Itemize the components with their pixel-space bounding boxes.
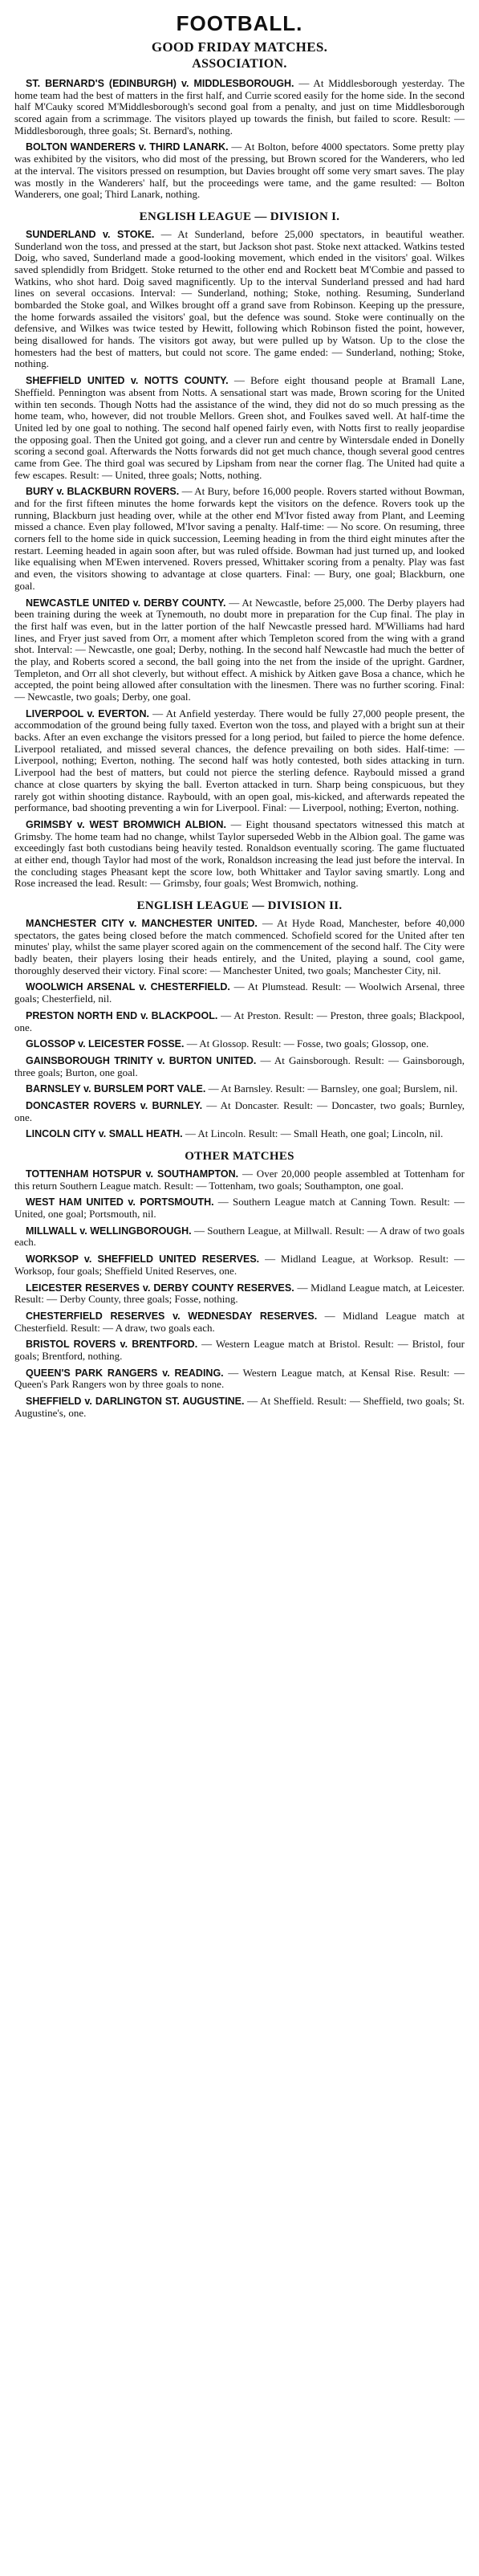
match-report xyxy=(14,1010,465,1033)
match-teams: PRESTON NORTH END v. BLACKPOOL. xyxy=(26,1009,218,1021)
match-body: — Western League match, at Kensal Rise. Result: — Queen's Park Rangers won by three goals to none. xyxy=(14,1366,465,1391)
match-report xyxy=(14,1367,465,1391)
match-teams: BARNSLEY v. BURSLEM PORT VALE. xyxy=(26,1083,206,1095)
section-heading: ENGLISH LEAGUE — DIVISION I. xyxy=(139,210,340,223)
match-body: — At Middlesborough yesterday. The home team had the best of matters in the first half, and Currie scored easily for the home side. In the second half M'Cauky scored M'Middlesborough's second goal from a penalty, and just on time Middlesborough scored again from a scrimmage. The visitors played up towards the finish, but failed to score. Result: — Middlesborough, three goals; St. Bernard's, nothing. xyxy=(14,77,465,137)
section-heading: ENGLISH LEAGUE — DIVISION II. xyxy=(136,899,343,912)
match-teams: QUEEN'S PARK RANGERS v. READING. xyxy=(26,1367,224,1379)
match-teams: CHESTERFIELD RESERVES v. WEDNESDAY RESERVES. xyxy=(26,1310,318,1322)
match-teams: LINCOLN CITY v. SMALL HEATH. xyxy=(26,1128,183,1140)
match-body: — Midland League match at Chesterfield. Result: — A draw, two goals each. xyxy=(14,1309,465,1334)
match-body: — Midland League match, at Leicester. Result: — Derby County, three goals; Fosse, nothing. xyxy=(14,1281,465,1306)
match-teams: BURY v. BLACKBURN ROVERS. xyxy=(26,486,180,498)
match-report xyxy=(14,1339,465,1362)
match-report xyxy=(14,981,465,1005)
match-report xyxy=(14,708,465,814)
match-body: — Over 20,000 people assembled at Tottenham for this return Southern League match. Result: — Tottenham, two goals; Southampton, one goal. xyxy=(14,1168,465,1192)
match-report xyxy=(14,1100,465,1123)
match-teams: LIVERPOOL v. EVERTON. xyxy=(26,707,149,719)
match-body: — Southern League match at Canning Town. Result: — United, one goal; Portsmouth, nil. xyxy=(14,1196,465,1221)
category-heading: ASSOCIATION. xyxy=(192,57,287,71)
match-report xyxy=(14,1282,465,1306)
match-body: — At Sheffield. Result: — Sheffield, two goals; St. Augustine's, one. xyxy=(14,1395,465,1419)
match-body: — At Anfield yesterday. There would be fully 27,000 people present, the accommodation of the ground being fully taxed. Everton won the toss, and played with a bright sun at their backs. After an even exchange the visitors pressed for a long period, but failed to pierce the home defence. Liverpool retaliated, and missed several chances, the defence prevailing on both sides. Half-time: — Liverpool, nothing; Everton, nothing. The second half was hotly contested, both sides attacking in turn. Liverpool had the best of matters, but could not pierce the sterling defence. Raybould missed a grand chance at close quarters by skying the ball. Everton attacked in turn. Sharp being conspicuous, but they rarely got within shooting distance. Raybould, with an open goal, mis-kicked, and afterwards repeated the performance, bad shooting preventing a win for Liverpool. Final: — Liverpool, nothing; Everton, nothing. xyxy=(14,707,465,814)
match-body: — At Gainsborough. Result: — Gainsborough, three goals; Burton, one goal. xyxy=(14,1054,465,1078)
match-body: — At Plumstead. Result: — Woolwich Arsenal, three goals; Chesterfield, nil. xyxy=(14,980,465,1005)
match-body: — At Barnsley. Result: — Barnsley, one goal; Burslem, nil. xyxy=(205,1082,458,1095)
match-teams: BRISTOL ROVERS v. BRENTFORD. xyxy=(26,1339,198,1351)
match-body: — Western League match at Bristol. Result: — Bristol, four goals; Brentford, nothing. xyxy=(14,1338,465,1362)
match-teams: GRIMSBY v. WEST BROMWICH ALBION. xyxy=(26,818,226,830)
match-report xyxy=(14,375,465,481)
match-body: — At Newcastle, before 25,000. The Derby players had been training during the week at Tynemouth, no doubt more in preparation for the Cup final. The play in the first half was even, but in the latter portion of the half Newcastle pressed hard. M'Williams had hard lines, and Fryer just saved from Orr, a moment after which Templeton scored from the wing with a grand shot. Interval: — Newcastle, one goal; Derby, nothing. In the second half Newcastle had much the better of the play, and Roberts scored a second, the ball going into the net from the inside of the upright. Gardner, Templeton, and Orr all shot cleverly, but without effect. A mishick by Aitken gave Bosa a chance, which he accepted, the point being allowed after consultation with the linesmen. There was no further scoring. Final: — Newcastle, two goals; Derby, one goal. xyxy=(14,596,465,703)
match-body: — At Bury, before 16,000 people. Rovers started without Bowman, and for the first fifteen minutes the home forwards kept the visitors on the defence. Rovers took up the running, Blackburn just heading over, while at the other end M'Ivor fisted away from Plant, and Leeming missed a chance. Even play followed, M'Ivor saving a penalty. Half-time: — No score. On resuming, three corners fell to the home side in quick succession, Leeming heading in from the third eight minutes after the restart. Leeming headed in again soon after, but was ruled offside. Bowman had just turned up, and looked like equalising when M'Ewen intervened. Rovers pressed, Whittaker scoring from a penalty. Play was fast and even, the visitors showing to advantage at close quarters. Final: — Bury, one goal; Blackburn, one goal. xyxy=(14,485,465,592)
match-teams: MILLWALL v. WELLINGBOROUGH. xyxy=(26,1225,192,1237)
match-report xyxy=(14,486,465,592)
match-report xyxy=(14,819,465,890)
match-body: — At Glossop. Result: — Fosse, two goals; Glossop, one. xyxy=(184,1037,429,1050)
match-body: — At Doncaster. Result: — Doncaster, two goals; Burnley, one. xyxy=(14,1098,465,1123)
match-teams: MANCHESTER CITY v. MANCHESTER UNITED. xyxy=(26,918,258,929)
match-report xyxy=(14,229,465,370)
match-teams: SHEFFIELD v. DARLINGTON ST. AUGUSTINE. xyxy=(26,1396,245,1407)
match-teams: WORKSOP v. SHEFFIELD UNITED RESERVES. xyxy=(26,1253,260,1266)
match-teams: ST. BERNARD'S (EDINBURGH) v. MIDDLESBOROUGH. xyxy=(26,78,294,89)
match-teams: SHEFFIELD UNITED v. NOTTS COUNTY. xyxy=(26,375,229,387)
page-subtitle: GOOD FRIDAY MATCHES. xyxy=(151,39,328,55)
match-teams: GLOSSOP v. LEICESTER FOSSE. xyxy=(26,1038,185,1050)
match-body: — At Lincoln. Result: — Small Heath, one goal; Lincoln, nil. xyxy=(182,1127,444,1140)
match-report xyxy=(14,1396,465,1419)
match-report xyxy=(14,1253,465,1277)
match-teams: SUNDERLAND v. STOKE. xyxy=(26,228,155,240)
match-body: — At Bolton, before 4000 spectators. Some pretty play was exhibited by the visitors, who did most of the pressing, but Brown scored for the Wanderers, who led at the interval. The visitors pressed on resumption, but Davies brought off some very smart saves. The play was mostly in the Wanderers' half, but the proceedings were tame, and the game resulted: — Bolton Wanderers, one goal; Third Lanark, nothing. xyxy=(14,141,465,201)
match-teams: WOOLWICH ARSENAL v. CHESTERFIELD. xyxy=(26,981,230,993)
match-report xyxy=(14,1083,465,1095)
page-title: FOOTBALL. xyxy=(176,11,303,35)
section-heading: OTHER MATCHES xyxy=(185,1150,294,1163)
match-report xyxy=(14,1038,465,1050)
match-body: — At Preston. Result: — Preston, three goals; Blackpool, one. xyxy=(14,1009,465,1033)
match-body: — At Sunderland, before 25,000 spectators, in beautiful weather. Sunderland won the toss, and pressed at the start, but Jackson shot past. Stoke next attacked. Watkins tested Doig, who saved, Sunderland made a good-looking movement, which ended in the visitors' goal. Wilkes saved splendidly from Bridgett. Stoke returned to the other end and Rockett beat M'Combie and passed to Watkins, who shot hard. Doig saved magnificently. Up to the interval Sunderland pressed and had hard lines on several occasions. Interval: — Sunderland, nothing; Stoke, nothing. Resuming, Sunderland bombarded the Stoke goal, and Wilkes brought off a grand save from Robinson. Keeping up the pressure, the home forwards assailed the visitors' goal, but the defence was sound. Stoke were continually on the defensive, and Wilkes was twice tested by Hewitt, following which Robinson fisted the point, however, being disallowed for hands. The visitors got away, but were pulled up by Watson. Up to the close the homesters had the best of matters, but could not score. The game ended: — Sunderland, nothing; Stoke, nothing. xyxy=(14,227,465,370)
match-report xyxy=(14,918,465,976)
match-teams: TOTTENHAM HOTSPUR v. SOUTHAMPTON. xyxy=(26,1168,239,1180)
match-body: — Southern League, at Millwall. Result: — A draw of two goals each. xyxy=(14,1224,465,1249)
match-teams: BOLTON WANDERERS v. THIRD LANARK. xyxy=(26,141,229,153)
match-teams: LEICESTER RESERVES v. DERBY COUNTY RESERVES. xyxy=(26,1282,294,1294)
match-report xyxy=(14,1168,465,1192)
match-teams: NEWCASTLE UNITED v. DERBY COUNTY. xyxy=(26,597,226,609)
match-teams: GAINSBOROUGH TRINITY v. BURTON UNITED. xyxy=(26,1054,257,1066)
match-report xyxy=(14,1310,465,1334)
match-teams: WEST HAM UNITED v. PORTSMOUTH. xyxy=(26,1196,214,1209)
match-report xyxy=(14,1196,465,1220)
match-report xyxy=(14,1055,465,1078)
match-body: — Midland League, at Worksop. Result: — Worksop, four goals; Sheffield United Reserves, one. xyxy=(14,1253,465,1277)
match-body: — Eight thousand spectators witnessed this match at Grimsby. The home team had no change, whilst Taylor superseded Webb in the Albion goal. The game was exceedingly fast both custodians being heavily tested. Ronaldson eventually scoring. The game fluctuated at either end, though Taylor had most of the work, Ronaldson increasing the lead just before the interval. In the concluding stages Pheasant kept the score low, both Whittaker and Taylor saving smartly. Long and Rose increased the lead. Result: — Grimsby, four goals; West Bromwich, nothing. xyxy=(14,817,465,890)
match-report xyxy=(14,1225,465,1249)
match-report xyxy=(14,597,465,703)
match-report xyxy=(14,141,465,200)
match-body: — At Hyde Road, Manchester, before 40,000 spectators, the gates being closed before the match commenced. Schofield scored for the United after ten minutes' play, whilst the same player scored again on the commencement of the second half. The City were badly beaten, their players losing their heads entirely, and the United, playing a sound, cool game, thoroughly deserved their victory. Final score: — Manchester United, two goals; Manchester City, nil. xyxy=(14,917,465,976)
match-report xyxy=(14,78,465,137)
match-teams: DONCASTER ROVERS v. BURNLEY. xyxy=(26,1099,203,1111)
match-reports xyxy=(14,78,465,1419)
match-report xyxy=(14,1128,465,1140)
match-body: — Before eight thousand people at Bramall Lane, Sheffield. Pennington was absent from Notts. A sensational start was made, Brown scoring for the United within ten seconds. Though Notts had the assistance of the wind, they did not do so much pressing as the home team, who, however, did not trouble Mellors. Green shot, and Foulkes saved well. At half-time the United led by one goal to nothing. The second half opened fairly even, with Notts first to really jeopardise the opposing goal. Then the United got going, and a clever run and centre by Wintersdale ended in Donelly scoring a second goal. Afterwards the Notts forwards did not get much chance, though several good centres came from Gee. The third goal was secured by Lipsham from near the corner flag. The United had quite a few escapes. Result: — United, three goals; Notts, nothing. xyxy=(14,374,465,481)
